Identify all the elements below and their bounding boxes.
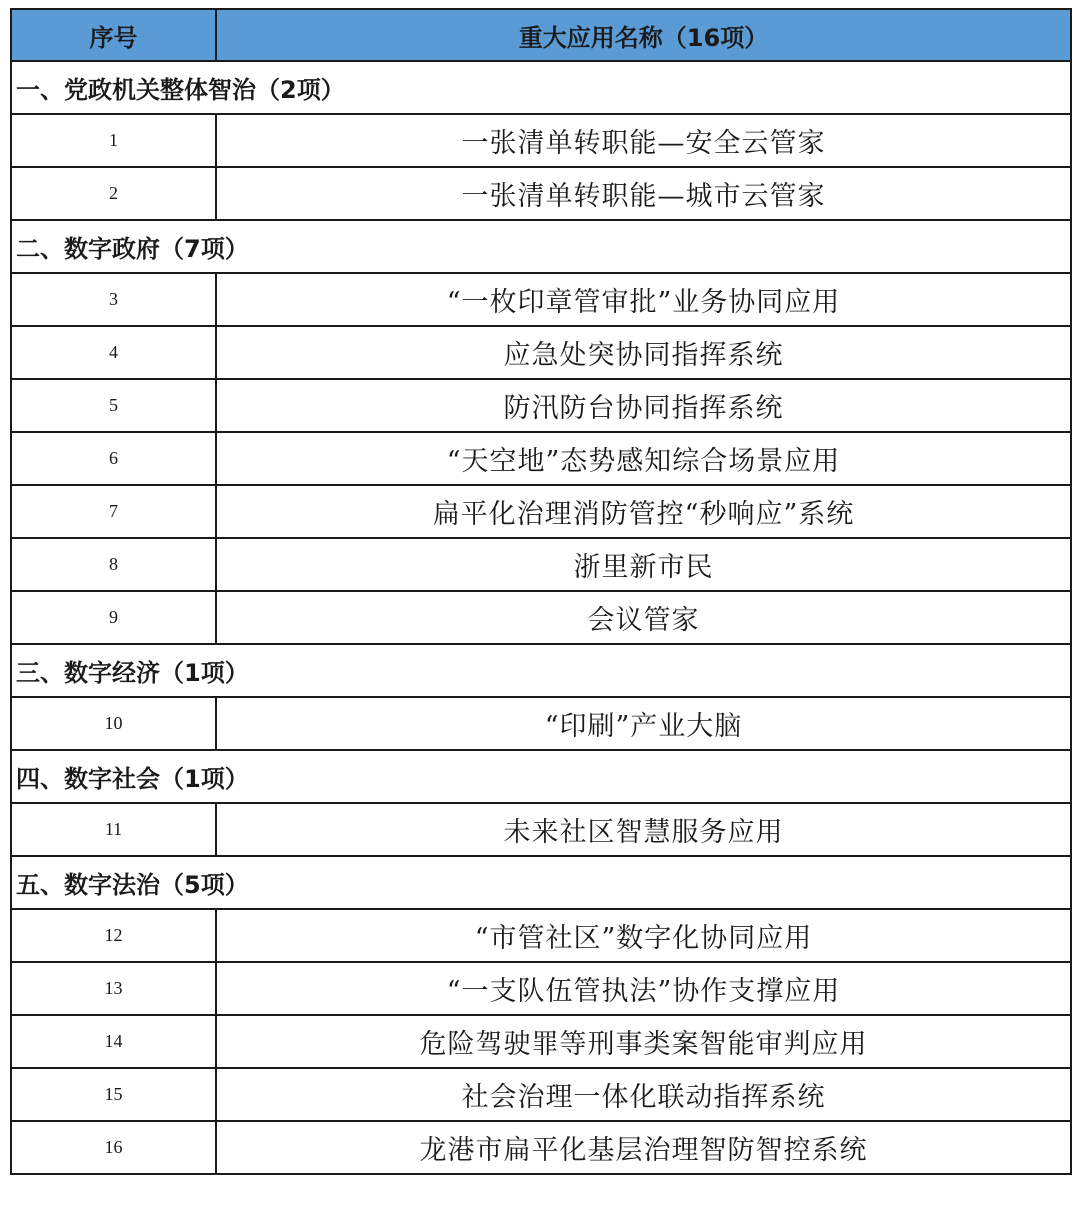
application-name: 会议管家	[216, 591, 1071, 644]
table-row	[11, 697, 1071, 750]
application-name: “天空地”态势感知综合场景应用	[216, 432, 1071, 485]
application-name: 危险驾驶罪等刑事类案智能审判应用	[216, 1015, 1071, 1068]
row-number: 5	[11, 379, 216, 432]
row-number: 10	[11, 697, 216, 750]
row-number: 6	[11, 432, 216, 485]
row-number: 13	[11, 962, 216, 1015]
row-number: 2	[11, 167, 216, 220]
application-name: 防汛防台协同指挥系统	[216, 379, 1071, 432]
application-name: “一支队伍管执法”协作支撑应用	[216, 962, 1071, 1015]
application-name: 应急处突协同指挥系统	[216, 326, 1071, 379]
application-name: 未来社区智慧服务应用	[216, 803, 1071, 856]
table-row	[11, 1015, 1071, 1068]
table-row	[11, 114, 1071, 167]
row-number: 16	[11, 1121, 216, 1174]
row-number: 4	[11, 326, 216, 379]
application-name: “印刷”产业大脑	[216, 697, 1071, 750]
table-row	[11, 432, 1071, 485]
row-number: 12	[11, 909, 216, 962]
table-row	[11, 167, 1071, 220]
section-row	[11, 220, 1071, 273]
table-row	[11, 803, 1071, 856]
table-row	[11, 591, 1071, 644]
section-row	[11, 750, 1071, 803]
application-name: 一张清单转职能—城市云管家	[216, 167, 1071, 220]
row-number: 15	[11, 1068, 216, 1121]
application-name: “市管社区”数字化协同应用	[216, 909, 1071, 962]
applications-table	[10, 8, 1072, 1175]
table-row	[11, 909, 1071, 962]
section-title: 一、党政机关整体智治（2项）	[11, 61, 1071, 114]
table-row	[11, 1121, 1071, 1174]
row-number: 1	[11, 114, 216, 167]
row-number: 3	[11, 273, 216, 326]
table-row	[11, 1068, 1071, 1121]
section-title: 四、数字社会（1项）	[11, 750, 1071, 803]
row-number: 9	[11, 591, 216, 644]
row-number: 11	[11, 803, 216, 856]
table-row	[11, 273, 1071, 326]
section-title: 三、数字经济（1项）	[11, 644, 1071, 697]
application-name: 一张清单转职能—安全云管家	[216, 114, 1071, 167]
table-row	[11, 485, 1071, 538]
application-name: “一枚印章管审批”业务协同应用	[216, 273, 1071, 326]
application-name: 社会治理一体化联动指挥系统	[216, 1068, 1071, 1121]
section-row	[11, 61, 1071, 114]
table-row	[11, 326, 1071, 379]
table-header-row	[11, 9, 1071, 61]
application-name: 浙里新市民	[216, 538, 1071, 591]
column-header-name: 重大应用名称（16项）	[216, 9, 1071, 61]
section-row	[11, 856, 1071, 909]
table-row	[11, 962, 1071, 1015]
section-title: 五、数字法治（5项）	[11, 856, 1071, 909]
application-name: 龙港市扁平化基层治理智防智控系统	[216, 1121, 1071, 1174]
column-header-number: 序号	[11, 9, 216, 61]
row-number: 14	[11, 1015, 216, 1068]
section-row	[11, 644, 1071, 697]
row-number: 8	[11, 538, 216, 591]
table-row	[11, 538, 1071, 591]
section-title: 二、数字政府（7项）	[11, 220, 1071, 273]
row-number: 7	[11, 485, 216, 538]
application-name: 扁平化治理消防管控“秒响应”系统	[216, 485, 1071, 538]
table-row	[11, 379, 1071, 432]
